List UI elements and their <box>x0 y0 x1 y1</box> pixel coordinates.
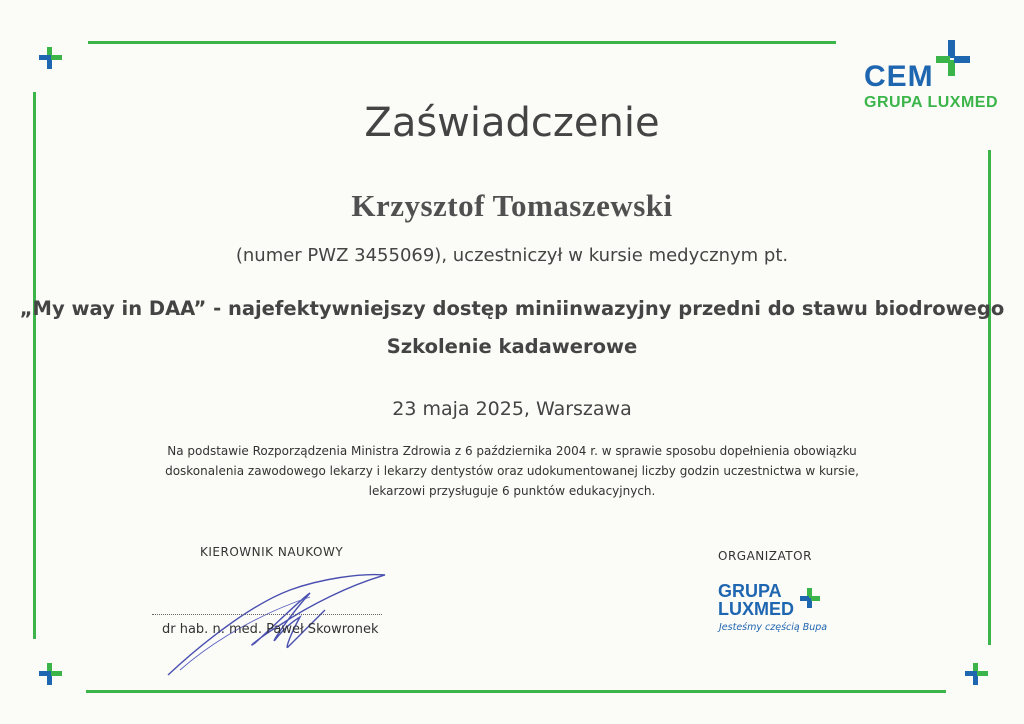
legal-line: doskonalenia zawodowego lekarzy i lekarzy dentystów oraz udokumentowanej liczby godzin uczestnictwa w kursie, <box>165 464 859 478</box>
plus-cross-icon <box>962 660 992 690</box>
plus-cross-icon <box>36 44 66 74</box>
signatory-name: dr hab. n. med. Paweł Skowronek <box>162 622 379 637</box>
date-place: 23 maja 2025, Warszawa <box>392 398 632 420</box>
luxmed-tagline: Jesteśmy częścią Bupa <box>719 622 828 633</box>
plus-cross-icon <box>798 586 822 610</box>
course-subtitle: Szkolenie kadawerowe <box>386 335 638 358</box>
legal-line: Na podstawie Rozporządzenia Ministra Zdrowia z 6 października 2004 r. w sprawie sposobu dopełnienia obowiązku <box>167 444 857 458</box>
frame-top-line <box>88 41 836 44</box>
luxmed-logo <box>718 580 848 640</box>
course-title: „My way in DAA” - najefektywniejszy dostęp miniinwazyjny przedni do stawu biodrowego <box>19 297 1005 320</box>
luxmed-logo-line2: LUXMED <box>718 599 794 619</box>
plus-cross-icon <box>932 38 972 80</box>
legal-line: lekarzowi przysługuje 6 punktów edukacyjnych. <box>368 484 656 498</box>
pwz-line: (numer PWZ 3455069), uczestniczył w kursie medycznym pt. <box>235 245 789 266</box>
legal-text <box>0 441 1024 501</box>
frame-left-line <box>33 92 36 639</box>
cem-logo-name: CEM <box>864 60 934 93</box>
cem-logo-subtitle: GRUPA LUXMED <box>864 94 998 111</box>
organizer-label: ORGANIZATOR <box>718 549 812 563</box>
luxmed-logo-line1: GRUPA <box>718 581 782 601</box>
signature-line <box>152 614 382 615</box>
frame-bottom-line <box>86 690 946 693</box>
recipient-name: Krzysztof Tomaszewski <box>351 188 673 223</box>
plus-cross-icon <box>36 660 66 690</box>
signatory-role: KIEROWNIK NAUKOWY <box>200 545 344 559</box>
certificate-title: Zaświadczenie <box>364 100 660 146</box>
